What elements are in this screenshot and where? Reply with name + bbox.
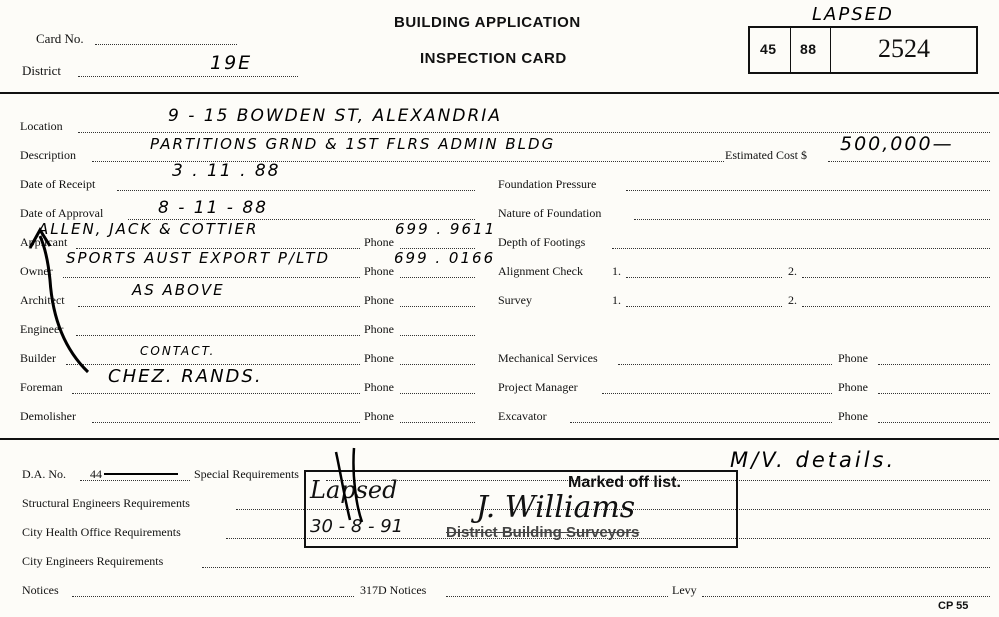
- estimated-cost-value: 500,000—: [840, 133, 954, 155]
- applicant-phone-value: 699 . 9611: [395, 220, 497, 238]
- date-of-receipt-value: 3 . 11 . 88: [172, 161, 281, 181]
- district-label: District: [22, 63, 61, 78]
- district-value: 19E: [210, 52, 253, 74]
- project-manager-label: Project Manager: [498, 380, 578, 394]
- number-box-year-b: 88: [800, 41, 817, 57]
- foreman-value: CHEZ. RANDS.: [108, 366, 263, 387]
- special-requirements-label: Special Requirements: [194, 467, 299, 481]
- builder-phone-label: Phone: [364, 351, 394, 365]
- builder-label: Builder: [20, 351, 56, 365]
- description-value: PARTITIONS GRND & 1ST FLRS ADMIN BLDG: [150, 135, 556, 153]
- architect-phone-label: Phone: [364, 293, 394, 307]
- stamp-date: 30 - 8 - 91: [310, 516, 404, 537]
- excavator-phone-label: Phone: [838, 409, 868, 423]
- depth-of-footings-label: Depth of Footings: [498, 235, 586, 249]
- title-building-application: BUILDING APPLICATION: [394, 14, 581, 31]
- owner-label: Owner: [20, 264, 53, 278]
- location-value: 9 - 15 BOWDEN ST, ALEXANDRIA: [168, 106, 502, 126]
- builder-value: CONTACT.: [140, 344, 216, 358]
- description-label: Description: [20, 148, 76, 162]
- demolisher-label: Demolisher: [20, 409, 76, 423]
- health-label: City Health Office Requirements: [22, 525, 181, 539]
- date-of-approval-label: Date of Approval: [20, 206, 104, 220]
- foreman-label: Foreman: [20, 380, 63, 394]
- stamp-signature: J. Williams: [476, 490, 636, 525]
- engineer-label: Engineer: [20, 322, 64, 336]
- notices-label: Notices: [22, 583, 59, 597]
- special-requirements-value: M/V. details.: [730, 448, 897, 472]
- mechanical-services-label: Mechanical Services: [498, 351, 598, 365]
- nature-of-foundation-label: Nature of Foundation: [498, 206, 602, 220]
- application-number: 2524: [878, 34, 930, 63]
- stamp-title: Marked off list.: [568, 474, 681, 491]
- architect-label: Architect: [20, 293, 65, 307]
- estimated-cost-label: Estimated Cost $: [725, 148, 807, 162]
- applicant-label: Applicant: [20, 235, 68, 249]
- survey-option-2: 2.: [788, 293, 797, 307]
- alignment-check-option-1: 1.: [612, 264, 621, 278]
- location-label: Location: [20, 119, 63, 133]
- city-engineers-label: City Engineers Requirements: [22, 554, 164, 568]
- da-no-label: D.A. No.: [22, 467, 66, 481]
- foundation-pressure-label: Foundation Pressure: [498, 177, 597, 191]
- owner-value: SPORTS AUST EXPORT P/LTD: [66, 249, 331, 267]
- alignment-check-label: Alignment Check: [498, 264, 583, 278]
- applicant-phone-label: Phone: [364, 235, 394, 249]
- foreman-phone-label: Phone: [364, 380, 394, 394]
- number-box-year-a: 45: [760, 41, 777, 57]
- stamp-footer: District Building Surveyors: [446, 524, 640, 541]
- engineer-phone-label: Phone: [364, 322, 394, 336]
- form-code: CP 55: [938, 600, 969, 612]
- date-of-approval-value: 8 - 11 - 88: [158, 198, 268, 218]
- da-no-value: 44: [90, 467, 102, 481]
- excavator-label: Excavator: [498, 409, 547, 423]
- owner-phone-label: Phone: [364, 264, 394, 278]
- date-of-receipt-label: Date of Receipt: [20, 177, 96, 191]
- stamp-lapsed-word: Lapsed: [310, 476, 398, 504]
- survey-option-1: 1.: [612, 293, 621, 307]
- title-inspection-card: INSPECTION CARD: [420, 50, 567, 67]
- mechanical-services-phone-label: Phone: [838, 351, 868, 365]
- survey-label: Survey: [498, 293, 532, 307]
- architect-value: AS ABOVE: [132, 281, 225, 299]
- project-manager-phone-label: Phone: [838, 380, 868, 394]
- lapsed-annotation: LAPSED: [812, 4, 894, 25]
- structural-label: Structural Engineers Requirements: [22, 496, 190, 510]
- demolisher-phone-label: Phone: [364, 409, 394, 423]
- owner-phone-value: 699 . 0166: [394, 249, 496, 267]
- applicant-value: ALLEN, JACK & COTTIER: [38, 220, 259, 238]
- card-no-label: Card No.: [36, 31, 84, 46]
- notices-317d-label: 317D Notices: [360, 583, 427, 597]
- levy-label: Levy: [672, 583, 697, 597]
- alignment-check-option-2: 2.: [788, 264, 797, 278]
